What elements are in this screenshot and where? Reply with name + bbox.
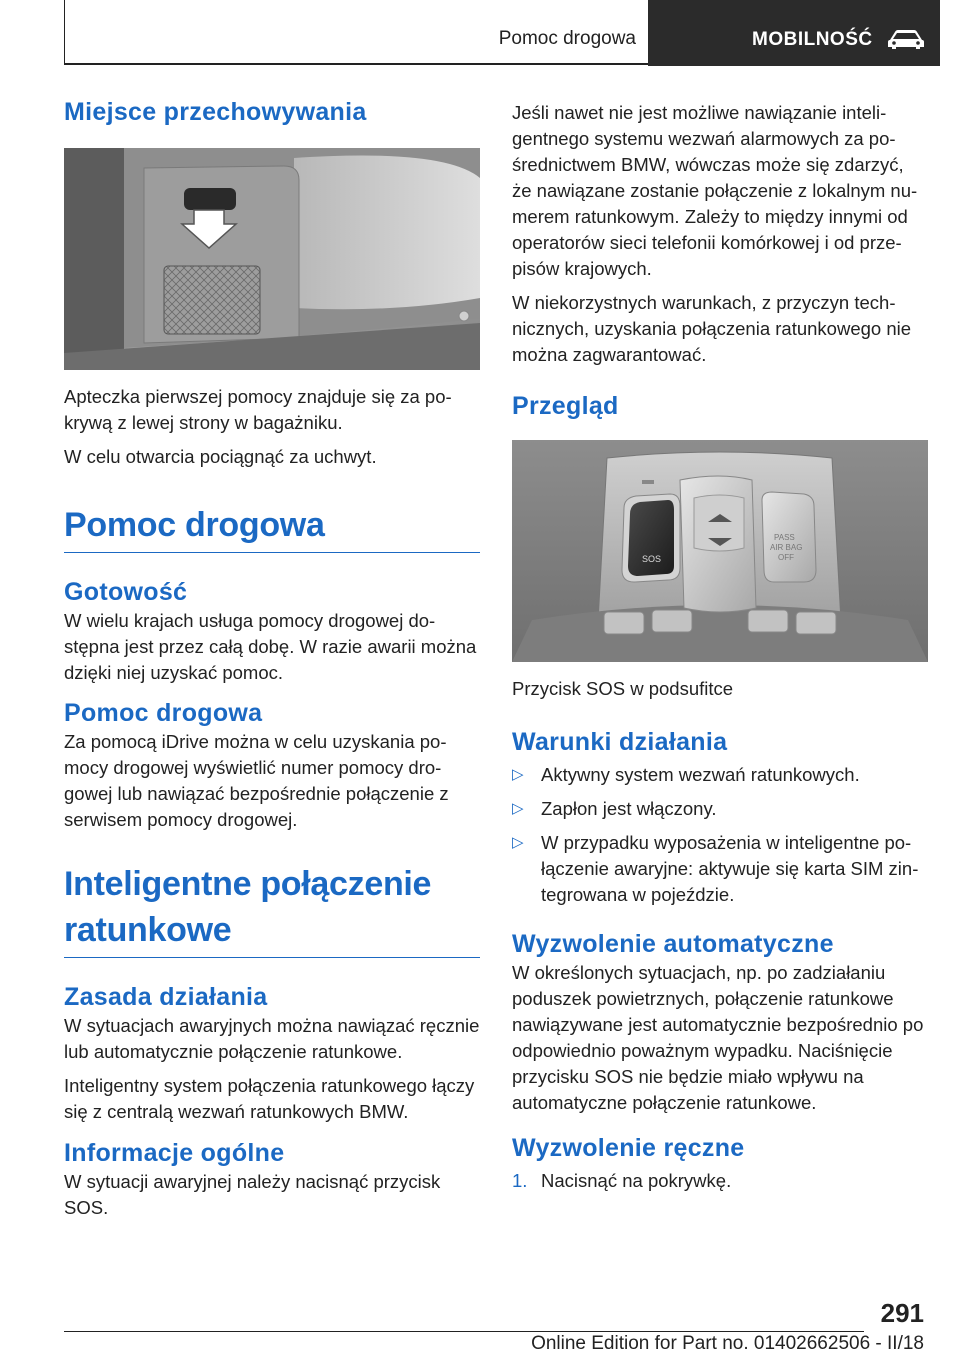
auto-trigger-heading: Wyzwolenie automatyczne — [512, 930, 834, 958]
conditions-list — [512, 762, 928, 908]
list-item: ▷ W przypadku wyposażenia w inteligentne połączenie awaryjne: aktywuje się karta SIM zintegrowana w pojeździe. — [512, 832, 919, 905]
general-info-text: W sytuacji awaryjnej należy nacisnąć przycisk SOS. — [64, 1171, 441, 1218]
readiness-text: W wielu krajach usługa pomocy drogowej dostępna jest przez całą dobę. W razie awarii można dzięki niej uzyskać pomoc. — [64, 610, 477, 683]
airbag-label-1: PASS — [774, 533, 795, 542]
bullet-marker-icon: ▷ — [512, 766, 524, 783]
bullet-marker-icon: ▷ — [512, 834, 524, 851]
edition-text: Online Edition for Part no. 01402662506 - II/18 — [531, 1333, 924, 1354]
header-rule-left — [64, 0, 65, 64]
technical-limits-text: W niekorzystnych warunkach, z przyczyn technicznych, uzyskania połączenia ratunkowego nie można zagwarantować. — [512, 292, 912, 365]
page-header — [0, 0, 960, 66]
road-assistance-heading: Pomoc drogowa — [64, 502, 480, 553]
manual-steps-list — [512, 1168, 928, 1194]
right-column — [512, 100, 928, 1194]
principle-text-2: Inteligentny system połączenia ratunkowego łączy się z centralą wezwań ratunkowych BMW. — [64, 1075, 475, 1122]
storage-heading: Miejsce przechowywania — [64, 98, 367, 126]
chapter-tab[interactable] — [648, 0, 940, 66]
page-number: 291 — [880, 1298, 924, 1328]
readiness-heading: Gotowość — [64, 578, 188, 606]
road-assistance-subheading: Pomoc drogowa — [64, 699, 263, 727]
sos-button-label: SOS — [642, 554, 662, 564]
fallback-call-text: Jeśli nawet nie jest możliwe nawiązanie inteligentnego systemu wezwań alarmowych za pośrednictwem BMW, wówczas może się zdarzyć, że nawiązane zostanie połączenie z lokalnym numerem ratunkowym. Zależy to między innymi od operatorów sieci telefonii komórkowej i od przepisów krajowych. — [512, 102, 918, 279]
header-section-title: Pomoc drogowa — [498, 28, 636, 49]
conditions-heading: Warunki działania — [512, 728, 728, 756]
left-column — [64, 96, 480, 1221]
overview-heading: Przegląd — [512, 392, 619, 420]
chapter-tab-label: MOBILNOŚĆ — [752, 29, 873, 50]
bullet-marker-icon: ▷ — [512, 800, 524, 817]
principle-text-1: W sytuacjach awaryjnych można nawiązać ręcznie lub automatycznie połączenie ratunkowe. — [64, 1015, 480, 1062]
step-number: 1. — [512, 1170, 528, 1191]
emergency-call-heading: Inteligentne połączenie ratunkowe — [64, 861, 480, 958]
sos-button-photo — [512, 440, 928, 662]
airbag-label-2: AIR BAG — [770, 543, 803, 552]
first-aid-kit-photo — [64, 148, 480, 370]
list-item: 1. Nacisnąć na pokrywkę. — [512, 1168, 928, 1194]
sos-caption: Przycisk SOS w podsufitce — [512, 678, 734, 699]
auto-trigger-text: W określonych sytuacjach, np. po zadziałaniu poduszek powietrznych, połączenie ratunkowe nawiązywane jest automatycznie bezpośrednio po odpowiednio poważnym wypadku. Naciśnięcie przycisku SOS nie będzie miało wpływu na automatyczne połączenie ratunkowe. — [512, 962, 924, 1113]
principle-heading: Zasada działania — [64, 983, 268, 1011]
airbag-label-3: OFF — [778, 553, 794, 562]
storage-text-2: W celu otwarcia pociągnąć za uchwyt. — [64, 446, 377, 467]
road-assistance-text: Za pomocą iDrive można w celu uzyskania pomocy drogowej wyświetlić numer pomocy drogowej lub nawiązać bezpośrednie połączenie z serwisem pomocy drogowej. — [64, 731, 449, 830]
manual-trigger-heading: Wyzwolenie ręczne — [512, 1134, 745, 1162]
header-rule-bottom — [64, 63, 648, 65]
general-info-heading: Informacje ogólne — [64, 1139, 285, 1167]
list-item: ▷ Aktywny system wezwań ratunkowych. — [512, 762, 928, 788]
footer-rule — [64, 1331, 864, 1332]
car-icon — [886, 28, 926, 50]
storage-text-1: Apteczka pierwszej pomocy znajduje się za pokrywą z lewej strony w bagażniku. — [64, 386, 452, 433]
list-item: ▷ Zapłon jest włączony. — [512, 796, 928, 822]
